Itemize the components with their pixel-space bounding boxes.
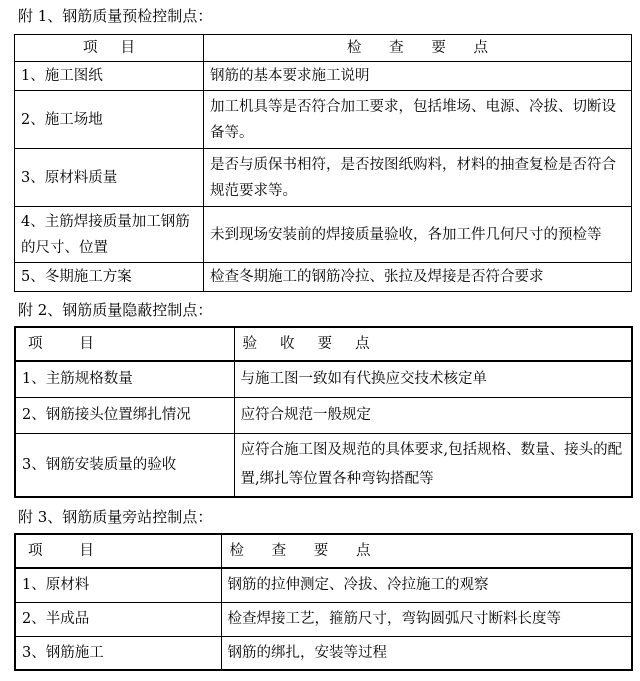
- row-item: 3、钢筋施工: [15, 636, 221, 670]
- row-point: 应符合施工图及规范的具体要求,包括规格、数量、接头的配置,绑扎等位置各种弯钩搭配等: [234, 433, 632, 497]
- table-header-row: [15, 327, 632, 361]
- table-row: [15, 91, 632, 149]
- row-point: 钢筋的拉伸测定、冷拔、冷拉施工的观察: [221, 568, 632, 602]
- table-row: [15, 397, 632, 433]
- row-item: 5、冬期施工方案: [15, 263, 204, 292]
- section-1-heading: 附 1、钢筋质量预检控制点：: [18, 7, 213, 25]
- header-item: 项 目: [15, 534, 221, 568]
- table-row: [15, 62, 632, 91]
- row-item: 1、原材料: [15, 568, 221, 602]
- row-point: 检查焊接工艺，箍筋尺寸，弯钩圆弧尺寸断料长度等: [221, 602, 632, 636]
- row-item: 2、钢筋接头位置绑扎情况: [15, 397, 234, 433]
- row-point: 应符合规范一般规定: [234, 397, 632, 433]
- section-2-heading: 附 2、钢筋质量隐蔽控制点：: [18, 301, 213, 319]
- section-3-table: [14, 533, 633, 671]
- row-point: 未到现场安装前的焊接质量验收，各加工件几何尺寸的预检等: [204, 207, 632, 263]
- row-item: 3、原材料质量: [15, 149, 204, 207]
- row-item: 4、主筋焊接质量加工钢筋的尺寸、位置: [15, 207, 204, 263]
- table-header-row: [15, 35, 632, 62]
- section-3-heading: 附 3、钢筋质量旁站控制点：: [18, 508, 213, 526]
- table-header-row: [15, 534, 632, 568]
- row-point: 与施工图一致如有代换应交技术核定单: [234, 361, 632, 397]
- header-item: 项 目: [15, 35, 204, 62]
- table-row: [15, 568, 632, 602]
- row-item: 1、主筋规格数量: [15, 361, 234, 397]
- table-row: [15, 361, 632, 397]
- header-point: 验 收 要 点: [234, 327, 632, 361]
- header-point: 检 查 要 点: [221, 534, 632, 568]
- row-point: 钢筋的基本要求施工说明: [204, 62, 632, 91]
- header-point: 检 查 要 点: [204, 35, 632, 62]
- row-point: 检查冬期施工的钢筋冷拉、张拉及焊接是否符合要求: [204, 263, 632, 292]
- row-point: 加工机具等是否符合加工要求，包括堆场、电源、冷拔、切断设备等。: [204, 91, 632, 149]
- row-point: 是否与质保书相符，是否按图纸购料，材料的抽查复检是否符合规范要求等。: [204, 149, 632, 207]
- row-item: 2、施工场地: [15, 91, 204, 149]
- section-2-table: [14, 326, 633, 498]
- header-item: 项 目: [15, 327, 234, 361]
- table-row: [15, 636, 632, 670]
- table-row: [15, 149, 632, 207]
- section-1-table: [14, 34, 632, 292]
- table-row: [15, 602, 632, 636]
- row-item: 2、半成品: [15, 602, 221, 636]
- table-row: [15, 433, 632, 497]
- table-row: [15, 207, 632, 263]
- table-row: [15, 263, 632, 292]
- row-item: 1、施工图纸: [15, 62, 204, 91]
- row-item: 3、钢筋安装质量的验收: [15, 433, 234, 497]
- row-point: 钢筋的绑扎，安装等过程: [221, 636, 632, 670]
